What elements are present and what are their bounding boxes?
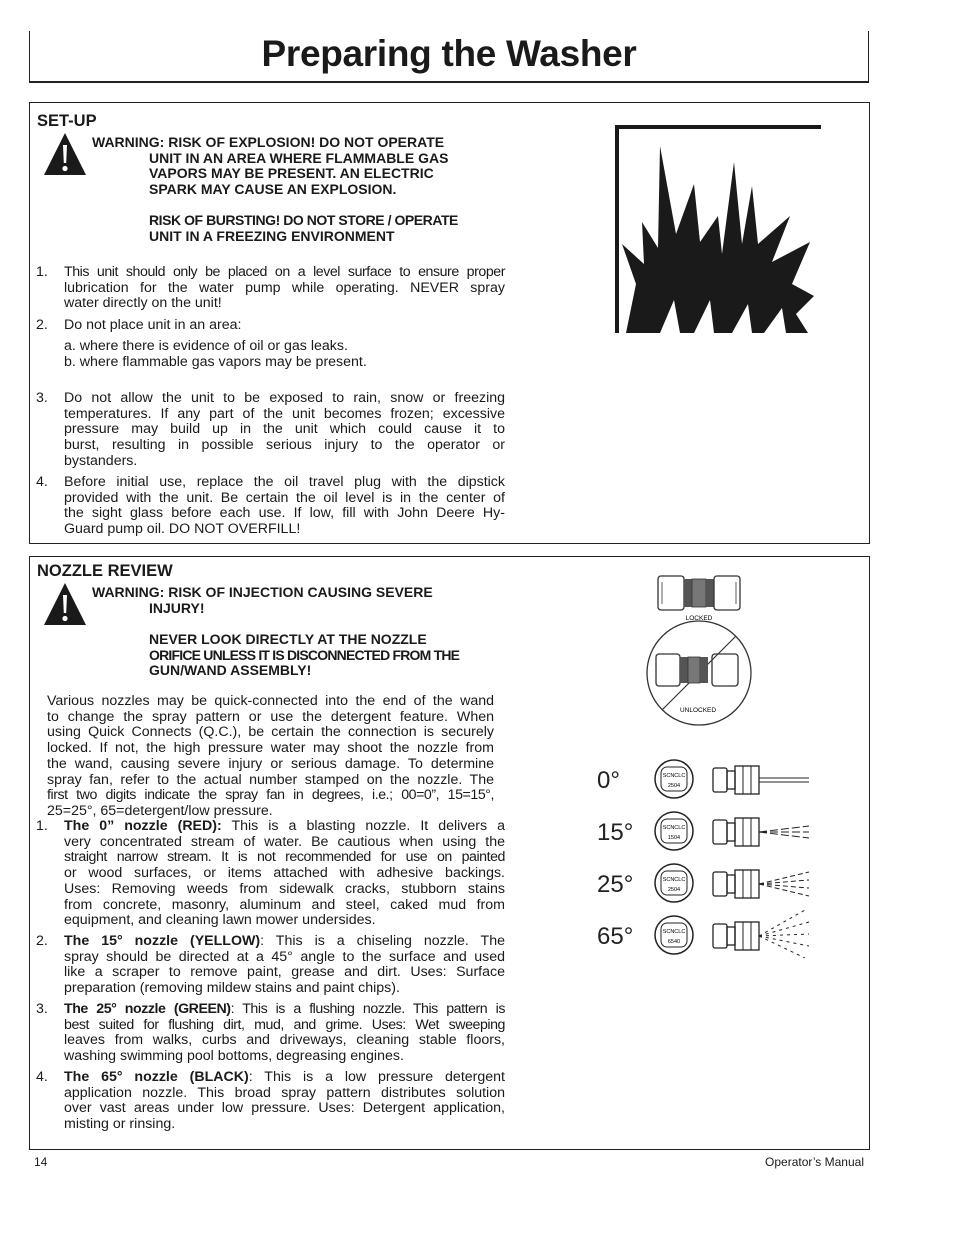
locked-coupling-icon bbox=[658, 576, 740, 610]
unlocked-coupling-icon bbox=[656, 654, 738, 686]
nozzle-item-number: 1. bbox=[36, 818, 48, 834]
nozzle-item-number: 4. bbox=[36, 1069, 48, 1085]
nozzle-review-heading: NOZZLE REVIEW bbox=[37, 562, 173, 580]
angle-label-15: 15° bbox=[597, 819, 634, 846]
injection-warning-line1: WARNING: RISK OF INJECTION CAUSING SEVERE bbox=[92, 584, 433, 600]
page-title: Preparing the Washer bbox=[261, 33, 637, 74]
nozzle-row-15 bbox=[597, 812, 809, 850]
explosion-illustration bbox=[614, 124, 824, 336]
setup-item-4: Before initial use, replace the oil travel plug with the dipstick provided with the unit. Be certain the oil level is in the center of the sight glass before each use. If low, fill with John Deere Hy- Guard pump oil. DO NOT OVERFILL! bbox=[64, 474, 505, 538]
nozzle-row-0 bbox=[597, 760, 809, 798]
nozzle-row-25 bbox=[597, 864, 809, 902]
nozzle-row-65 bbox=[597, 910, 809, 958]
nozzle-item-number: 3. bbox=[36, 1001, 48, 1017]
svg-text:2504: 2504 bbox=[667, 887, 681, 893]
bursting-warning-line1: RISK OF BURSTING! DO NOT STORE / OPERATE bbox=[149, 212, 458, 228]
setup-heading: SET-UP bbox=[37, 112, 97, 130]
nozzle-intro-paragraph: Various nozzles may be quick-connected into the end of the wand to change the spray pattern or use the detergent feature. When using Quick Connects (Q.C.), be certain the connection is securely locked. If not, the high pressure water may shoot the nozzle from the wand, causing severe injury or serious damage. To determine spray fan, refer to the actual number stamped on the nozzle. The first two digits indicate the spray fan in degrees, i.e.; 00=0”, 15=15°, 25=25°, 65=detergent/low pressure. bbox=[47, 693, 494, 819]
injection-warning-line3: NEVER LOOK DIRECTLY AT THE NOZZLE bbox=[149, 631, 427, 647]
setup-item-number: 2. bbox=[36, 317, 48, 333]
injection-warning-line5: GUN/WAND ASSEMBLY! bbox=[149, 662, 312, 678]
svg-text:SCNCLC: SCNCLC bbox=[662, 773, 686, 779]
setup-item-number: 4. bbox=[36, 474, 48, 490]
setup-item-2: Do not place unit in an area: bbox=[64, 317, 242, 333]
explosion-warning-line4: SPARK MAY CAUSE AN EXPLOSION. bbox=[149, 181, 397, 197]
angle-label-65: 65° bbox=[597, 923, 634, 950]
locked-label: LOCKED bbox=[685, 615, 713, 622]
quick-connect-diagram bbox=[640, 570, 760, 728]
unlocked-label: UNLOCKED bbox=[679, 707, 717, 714]
setup-subitem-b: b. where flammable gas vapors may be present. bbox=[64, 354, 367, 370]
svg-text:1504: 1504 bbox=[667, 835, 681, 841]
svg-text:2504: 2504 bbox=[667, 783, 681, 789]
svg-text:SCNCLC: SCNCLC bbox=[662, 825, 686, 831]
setup-item-number: 3. bbox=[36, 390, 48, 406]
nozzle-item-0-degree: The 0” nozzle (RED): This is a blasting nozzle. It delivers a very concentrated stream of water. Be cautious when using the straight narrow stream. It is not recommended for use on painted or wood surfaces, or items attached with adhesive backings. Uses: Removing weeds from sidewalk cracks, stubborn stains from concrete, masonry, aluminum and steel, caked mud from equipment, and cleaning lawn mower undersides. bbox=[64, 818, 505, 929]
injection-warning-line4: ORIFICE UNLESS IT IS DISCONNECTED FROM THE bbox=[149, 647, 460, 663]
nozzle-spray-patterns-diagram bbox=[595, 758, 810, 958]
injection-warning-line2: INJURY! bbox=[149, 600, 205, 616]
setup-subitem-a: a. where there is evidence of oil or gas leaks. bbox=[64, 338, 348, 354]
footer-manual-title: Operator’s Manual bbox=[765, 1155, 864, 1169]
svg-text:SCNCLC: SCNCLC bbox=[662, 877, 686, 883]
nozzle-item-15-degree: The 15° nozzle (YELLOW): This is a chiseling nozzle. The spray should be directed at a 45° angle to the surface and used like a scraper to remove paint, grease and dirt. Uses: Surface preparation (removing mildew stains and paint chips). bbox=[64, 933, 505, 997]
explosion-warning-line3: VAPORS MAY BE PRESENT. AN ELECTRIC bbox=[149, 165, 434, 181]
explosion-warning-line1: WARNING: RISK OF EXPLOSION! DO NOT OPERATE bbox=[92, 134, 445, 150]
svg-text:SCNCLC: SCNCLC bbox=[662, 929, 686, 935]
angle-label-25: 25° bbox=[597, 871, 634, 898]
warning-triangle-icon bbox=[42, 581, 88, 627]
page-number: 14 bbox=[34, 1155, 48, 1169]
angle-label-0: 0° bbox=[597, 767, 620, 794]
nozzle-item-25-degree: The 25° nozzle (GREEN): This is a flushing nozzle. This pattern is best suited for flushing dirt, mud, and grime. Uses: Wet sweeping leaves from walks, curbs and driveways, cleaning stable floors, washing swimming pool bottoms, degreasing engines. bbox=[64, 1001, 505, 1065]
setup-item-3: Do not allow the unit to be exposed to rain, snow or freezing temperatures. If any part of the unit becomes frozen; excessive pressure may build up in the unit which could cause it to burst, resulting in possible serious injury to the operator or bystanders. bbox=[64, 390, 505, 469]
setup-item-1: This unit should only be placed on a level surface to ensure proper lubrication for the water pump while operating. NEVER spray water directly on the unit! bbox=[64, 264, 505, 312]
nozzle-item-number: 2. bbox=[36, 933, 48, 949]
warning-triangle-icon bbox=[42, 131, 88, 177]
nozzle-item-65-degree: The 65° nozzle (BLACK): This is a low pressure detergent application nozzle. This broad spray pattern distributes solution over vast areas under low pressure. Uses: Detergent application, misting or rinsing. bbox=[64, 1069, 505, 1133]
bursting-warning-line2: UNIT IN A FREEZING ENVIRONMENT bbox=[149, 228, 395, 244]
svg-text:6540: 6540 bbox=[667, 939, 681, 945]
explosion-warning-line2: UNIT IN AN AREA WHERE FLAMMABLE GAS bbox=[149, 150, 449, 166]
setup-item-number: 1. bbox=[36, 264, 48, 280]
